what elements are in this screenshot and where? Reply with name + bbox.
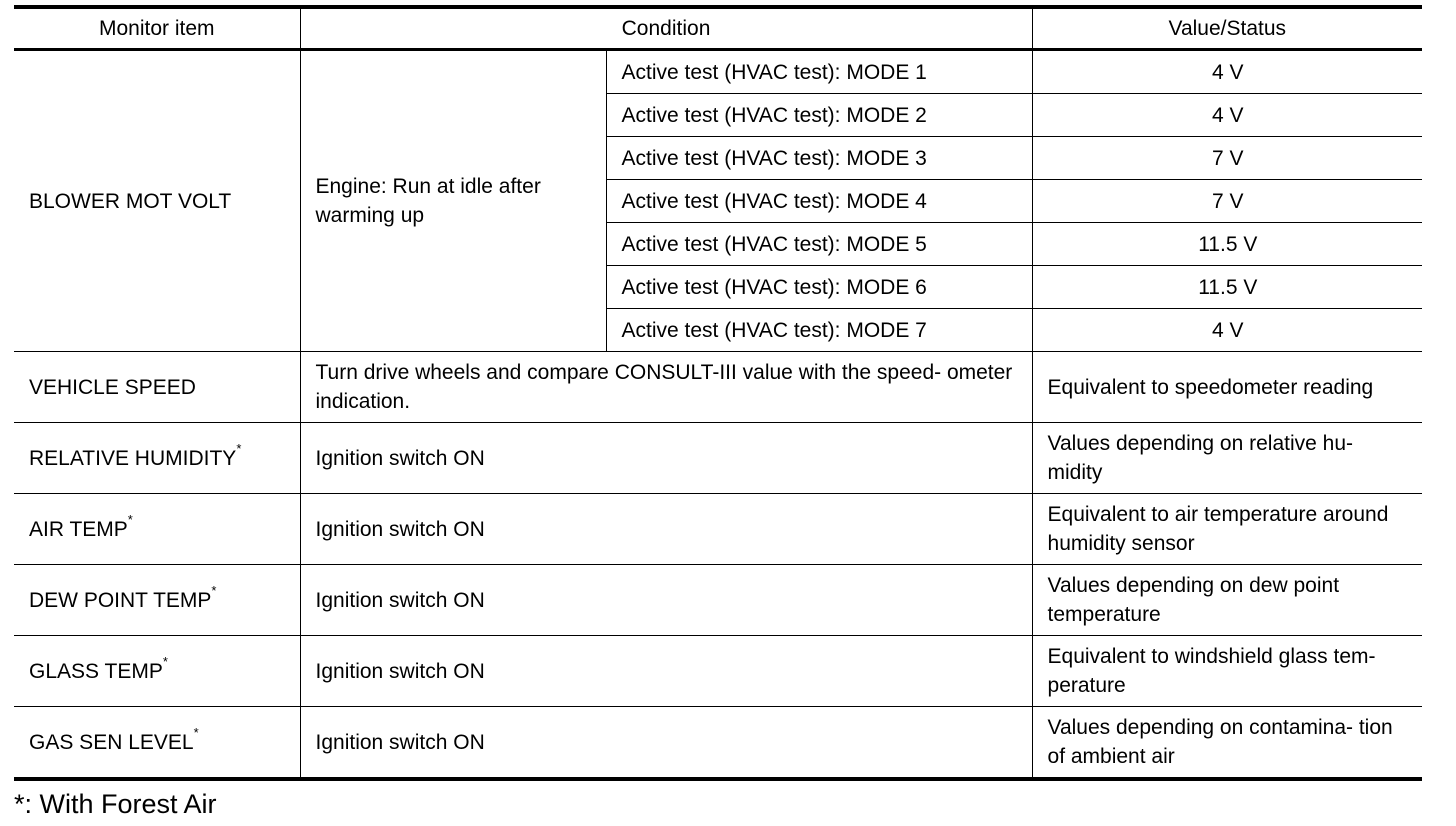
- row-item-label: VEHICLE SPEED: [29, 375, 196, 399]
- table-row: [14, 50, 1422, 94]
- mode-value: 4 V: [1032, 94, 1422, 137]
- table-row: [14, 352, 1422, 423]
- row-item: [14, 423, 300, 494]
- row-item: [14, 707, 300, 780]
- row-item-label: GAS SEN LEVEL: [29, 730, 194, 754]
- row-value: Equivalent to windshield glass tem- perature: [1032, 636, 1422, 707]
- row-item: [14, 494, 300, 565]
- row-value: Values depending on dew point temperature: [1032, 565, 1422, 636]
- footnote-mark: *: [193, 724, 199, 740]
- row-item-label: DEW POINT TEMP: [29, 588, 212, 612]
- row-condition: Turn drive wheels and compare CONSULT-III value with the speed- ometer indication.: [300, 352, 1032, 423]
- mode-test: Active test (HVAC test): MODE 6: [606, 266, 1032, 309]
- footnote-mark: *: [162, 653, 168, 669]
- table-row: [14, 494, 1422, 565]
- row-condition: Ignition switch ON: [300, 707, 1032, 780]
- row-condition: Ignition switch ON: [300, 636, 1032, 707]
- mode-value: 7 V: [1032, 180, 1422, 223]
- header-monitor-item: Monitor item: [14, 7, 300, 50]
- mode-value: 4 V: [1032, 309, 1422, 352]
- footnote-mark: *: [236, 440, 242, 456]
- blower-item: BLOWER MOT VOLT: [14, 50, 300, 352]
- table-row: [14, 565, 1422, 636]
- row-item-label: RELATIVE HUMIDITY: [29, 446, 237, 470]
- row-item: [14, 352, 300, 423]
- mode-test: Active test (HVAC test): MODE 3: [606, 137, 1032, 180]
- mode-value: 11.5 V: [1032, 266, 1422, 309]
- mode-test: Active test (HVAC test): MODE 4: [606, 180, 1032, 223]
- row-value: Equivalent to speedometer reading: [1032, 352, 1422, 423]
- mode-test: Active test (HVAC test): MODE 2: [606, 94, 1032, 137]
- row-condition: Ignition switch ON: [300, 565, 1032, 636]
- mode-value: 11.5 V: [1032, 223, 1422, 266]
- row-item-label: AIR TEMP: [29, 517, 128, 541]
- header-condition: Condition: [300, 7, 1032, 50]
- footnote-mark: *: [211, 582, 217, 598]
- mode-test: Active test (HVAC test): MODE 7: [606, 309, 1032, 352]
- row-item-label: GLASS TEMP: [29, 659, 163, 683]
- header-value-status: Value/Status: [1032, 7, 1422, 50]
- table-row: [14, 636, 1422, 707]
- row-item: [14, 636, 300, 707]
- row-condition: Ignition switch ON: [300, 423, 1032, 494]
- monitor-table-container: [14, 5, 1422, 781]
- table-row: [14, 423, 1422, 494]
- header-row: [14, 7, 1422, 50]
- mode-value: 7 V: [1032, 137, 1422, 180]
- row-value: Equivalent to air temperature around humidity sensor: [1032, 494, 1422, 565]
- row-item: [14, 565, 300, 636]
- mode-test: Active test (HVAC test): MODE 1: [606, 50, 1032, 94]
- table-row: [14, 707, 1422, 780]
- mode-test: Active test (HVAC test): MODE 5: [606, 223, 1032, 266]
- blower-condition: Engine: Run at idle after warming up: [300, 50, 606, 352]
- monitor-item-table: [14, 5, 1422, 781]
- row-value: Values depending on relative hu- midity: [1032, 423, 1422, 494]
- mode-value: 4 V: [1032, 50, 1422, 94]
- footnote-mark: *: [127, 511, 133, 527]
- row-value: Values depending on contamina- tion of ambient air: [1032, 707, 1422, 780]
- footnote: *: With Forest Air: [14, 789, 217, 819]
- row-condition: Ignition switch ON: [300, 494, 1032, 565]
